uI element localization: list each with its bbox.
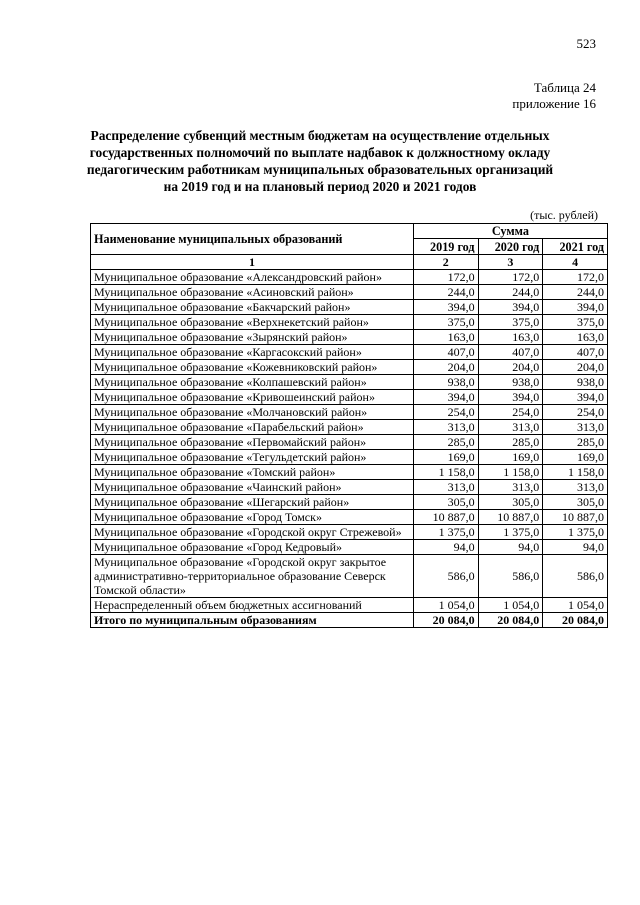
document-title xyxy=(80,127,560,195)
municipality-name: Муниципальное образование «Томский район» xyxy=(91,465,414,480)
table-body xyxy=(91,270,608,613)
municipality-name: Муниципальное образование «Парабельский район» xyxy=(91,420,414,435)
value-2019: 285,0 xyxy=(413,435,478,450)
municipality-name: Муниципальное образование «Асиновский район» xyxy=(91,285,414,300)
value-2021: 938,0 xyxy=(543,375,608,390)
value-2020: 313,0 xyxy=(478,420,543,435)
value-2019: 254,0 xyxy=(413,405,478,420)
value-2020: 1 158,0 xyxy=(478,465,543,480)
table-row xyxy=(91,510,608,525)
table-row xyxy=(91,598,608,613)
header-sum: Сумма xyxy=(413,224,607,239)
total-2019: 20 084,0 xyxy=(413,613,478,628)
value-2021: 305,0 xyxy=(543,495,608,510)
value-2021: 394,0 xyxy=(543,300,608,315)
value-2019: 1 054,0 xyxy=(413,598,478,613)
value-2019: 938,0 xyxy=(413,375,478,390)
table-row xyxy=(91,465,608,480)
table-reference xyxy=(512,80,596,112)
table-label: Таблица 24 xyxy=(533,80,596,95)
value-2020: 394,0 xyxy=(478,390,543,405)
header-year-2019: 2019 год xyxy=(413,239,478,255)
title-line: на 2019 год и на плановый период 2020 и 2021 годов xyxy=(163,179,477,194)
value-2021: 254,0 xyxy=(543,405,608,420)
table-row xyxy=(91,450,608,465)
header-year-2021: 2021 год xyxy=(543,239,608,255)
value-2021: 169,0 xyxy=(543,450,608,465)
value-2020: 313,0 xyxy=(478,480,543,495)
value-2020: 10 887,0 xyxy=(478,510,543,525)
subsidy-table xyxy=(90,223,608,628)
municipality-name: Муниципальное образование «Молчановский район» xyxy=(91,405,414,420)
municipality-name: Муниципальное образование «Кожевниковский район» xyxy=(91,360,414,375)
value-2021: 163,0 xyxy=(543,330,608,345)
value-2019: 10 887,0 xyxy=(413,510,478,525)
title-line: Распределение субвенций местным бюджетам на осуществление отдельных xyxy=(90,128,550,143)
value-2021: 586,0 xyxy=(543,555,608,598)
value-2019: 94,0 xyxy=(413,540,478,555)
table-row xyxy=(91,300,608,315)
municipality-name: Муниципальное образование «Городской округ Стрежевой» xyxy=(91,525,414,540)
value-2019: 172,0 xyxy=(413,270,478,285)
municipality-name: Муниципальное образование «Бакчарский район» xyxy=(91,300,414,315)
table-row xyxy=(91,420,608,435)
total-2021: 20 084,0 xyxy=(543,613,608,628)
value-2021: 244,0 xyxy=(543,285,608,300)
total-label: Итого по муниципальным образованиям xyxy=(91,613,414,628)
value-2021: 1 375,0 xyxy=(543,525,608,540)
table-row xyxy=(91,540,608,555)
value-2019: 313,0 xyxy=(413,420,478,435)
table-row xyxy=(91,480,608,495)
municipality-name: Муниципальное образование «Верхнекетский район» xyxy=(91,315,414,330)
municipality-name: Муниципальное образование «Каргасокский район» xyxy=(91,345,414,360)
value-2020: 254,0 xyxy=(478,405,543,420)
municipality-name: Муниципальное образование «Чаинский район» xyxy=(91,480,414,495)
table-row xyxy=(91,405,608,420)
value-2021: 172,0 xyxy=(543,270,608,285)
table-row xyxy=(91,435,608,450)
total-2020: 20 084,0 xyxy=(478,613,543,628)
value-2021: 1 054,0 xyxy=(543,598,608,613)
column-number: 4 xyxy=(543,255,608,270)
column-number: 1 xyxy=(91,255,414,270)
value-2019: 375,0 xyxy=(413,315,478,330)
value-2019: 313,0 xyxy=(413,480,478,495)
municipality-name: Нераспределенный объем бюджетных ассигнований xyxy=(91,598,414,613)
municipality-name: Муниципальное образование «Колпашевский район» xyxy=(91,375,414,390)
value-2020: 375,0 xyxy=(478,315,543,330)
column-number: 2 xyxy=(413,255,478,270)
value-2020: 94,0 xyxy=(478,540,543,555)
value-2021: 407,0 xyxy=(543,345,608,360)
value-2021: 10 887,0 xyxy=(543,510,608,525)
total-row xyxy=(91,613,608,628)
table-row xyxy=(91,330,608,345)
value-2020: 169,0 xyxy=(478,450,543,465)
page-number: 523 xyxy=(576,36,596,51)
municipality-name: Муниципальное образование «Кривошеинский район» xyxy=(91,390,414,405)
municipality-name: Муниципальное образование «Город Кедровый» xyxy=(91,540,414,555)
value-2019: 586,0 xyxy=(413,555,478,598)
column-number: 3 xyxy=(478,255,543,270)
table-row xyxy=(91,555,608,598)
header-year-2020: 2020 год xyxy=(478,239,543,255)
value-2020: 163,0 xyxy=(478,330,543,345)
value-2019: 244,0 xyxy=(413,285,478,300)
table-row xyxy=(91,525,608,540)
value-2021: 313,0 xyxy=(543,480,608,495)
value-2021: 285,0 xyxy=(543,435,608,450)
municipality-name: Муниципальное образование «Шегарский район» xyxy=(91,495,414,510)
table-row xyxy=(91,285,608,300)
value-2020: 1 054,0 xyxy=(478,598,543,613)
municipality-name: Муниципальное образование «Тегульдетский район» xyxy=(91,450,414,465)
value-2019: 394,0 xyxy=(413,300,478,315)
municipality-name: Муниципальное образование «Зырянский район» xyxy=(91,330,414,345)
value-2019: 394,0 xyxy=(413,390,478,405)
value-2020: 586,0 xyxy=(478,555,543,598)
value-2019: 1 158,0 xyxy=(413,465,478,480)
value-2019: 169,0 xyxy=(413,450,478,465)
value-2020: 938,0 xyxy=(478,375,543,390)
table-row xyxy=(91,495,608,510)
value-2019: 407,0 xyxy=(413,345,478,360)
value-2020: 407,0 xyxy=(478,345,543,360)
appendix-label: приложение 16 xyxy=(512,96,596,111)
value-2019: 204,0 xyxy=(413,360,478,375)
value-2021: 375,0 xyxy=(543,315,608,330)
value-2021: 313,0 xyxy=(543,420,608,435)
municipality-name: Муниципальное образование «Александровский район» xyxy=(91,270,414,285)
title-line: государственных полномочий по выплате надбавок к должностному окладу xyxy=(89,145,551,160)
value-2021: 204,0 xyxy=(543,360,608,375)
municipality-name: Муниципальное образование «Городской округ закрытое административно-территориальное образование Северск Томской области» xyxy=(91,555,414,598)
table-row xyxy=(91,390,608,405)
municipality-name: Муниципальное образование «Первомайский район» xyxy=(91,435,414,450)
value-2020: 1 375,0 xyxy=(478,525,543,540)
value-2020: 305,0 xyxy=(478,495,543,510)
value-2019: 305,0 xyxy=(413,495,478,510)
value-2020: 172,0 xyxy=(478,270,543,285)
table-row xyxy=(91,315,608,330)
value-2021: 394,0 xyxy=(543,390,608,405)
value-2019: 1 375,0 xyxy=(413,525,478,540)
value-2021: 94,0 xyxy=(543,540,608,555)
value-2020: 244,0 xyxy=(478,285,543,300)
table-row xyxy=(91,375,608,390)
table-row xyxy=(91,345,608,360)
municipality-name: Муниципальное образование «Город Томск» xyxy=(91,510,414,525)
value-2020: 394,0 xyxy=(478,300,543,315)
value-2021: 1 158,0 xyxy=(543,465,608,480)
title-line: педагогическим работникам муниципальных образовательных организаций xyxy=(86,162,554,177)
value-2020: 204,0 xyxy=(478,360,543,375)
units-note: (тыс. рублей) xyxy=(530,208,598,222)
table-row xyxy=(91,270,608,285)
value-2020: 285,0 xyxy=(478,435,543,450)
value-2019: 163,0 xyxy=(413,330,478,345)
table-row xyxy=(91,360,608,375)
header-name: Наименование муниципальных образований xyxy=(91,224,414,255)
